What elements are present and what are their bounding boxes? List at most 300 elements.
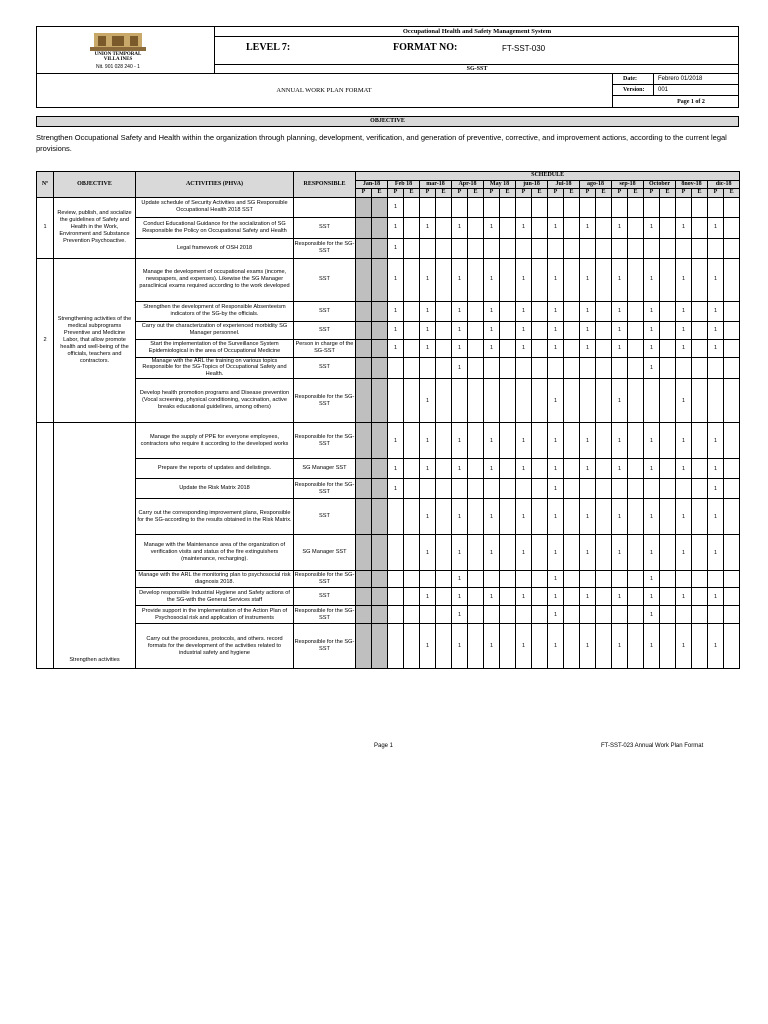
executed-cell [436,238,452,258]
executed-cell [404,321,420,339]
format-code: FT-SST-030 [502,44,546,53]
table-row [37,301,740,321]
executed-cell [724,479,740,499]
planned-cell [612,197,628,217]
executed-cell [692,339,708,357]
executed-cell [692,459,708,479]
executed-cell [564,423,580,459]
planned-header: P [452,189,468,198]
executed-cell [468,379,484,423]
executed-cell [596,606,612,624]
responsible-cell: Responsible for the SG-SST [294,379,356,423]
executed-cell [372,479,388,499]
executed-cell [660,535,676,571]
table-row [37,217,740,238]
planned-cell: 1 [580,258,596,301]
executed-cell [564,217,580,238]
executed-cell [628,535,644,571]
row-number: 2 [37,258,54,423]
responsible-cell: Responsible for the SG-SST [294,606,356,624]
executed-cell [724,301,740,321]
planned-cell: 1 [612,459,628,479]
planned-cell: 1 [452,535,468,571]
planned-cell [548,197,564,217]
month-header: Jul-18 [548,180,580,189]
executed-cell [596,379,612,423]
executed-cell [500,499,516,535]
executed-cell [468,357,484,379]
executed-cell [692,479,708,499]
executed-cell [724,339,740,357]
planned-cell [356,588,372,606]
month-header: Feb 18 [388,180,420,189]
activity-cell: Manage with the ARL the training on various topics Responsible for the SG-Topics of Occupational Safety and Health. [136,357,294,379]
planned-cell: 1 [452,301,468,321]
planned-header: P [644,189,660,198]
executed-cell [564,357,580,379]
executed-cell [404,197,420,217]
planned-cell: 1 [452,588,468,606]
planned-cell: 1 [644,624,660,669]
table-row [37,379,740,423]
executed-cell [436,479,452,499]
objective-cell: Review, publish, and socialize the guidelines of Safety and Health in the Work, Environment and Substance Prevention Psychoactive. [54,197,136,258]
executed-cell [628,321,644,339]
executed-cell [660,238,676,258]
executed-cell [724,624,740,669]
planned-cell: 1 [676,423,692,459]
executed-cell [628,571,644,588]
planned-cell: 1 [548,479,564,499]
table-row [37,423,740,459]
planned-header: P [580,189,596,198]
executed-cell [596,321,612,339]
planned-cell: 1 [388,339,404,357]
planned-cell [388,499,404,535]
objective-text: Strengthen Occupational Safety and Health within the organization through planning, development, verification, and generation of preventive, corrective, and improvement actions, according to the current legal provisions. [36,133,727,153]
planned-cell [548,357,564,379]
executed-cell [372,535,388,571]
responsible-cell: SST [294,357,356,379]
planned-cell [676,197,692,217]
planned-cell [484,379,500,423]
executed-cell [628,624,644,669]
executed-cell [692,258,708,301]
executed-cell [500,571,516,588]
planned-cell [356,339,372,357]
executed-cell [660,571,676,588]
planned-cell: 1 [708,588,724,606]
executed-cell [372,499,388,535]
planned-cell [612,571,628,588]
month-header: Jan-18 [356,180,388,189]
planned-cell [356,238,372,258]
executed-header: E [404,189,420,198]
executed-cell [596,301,612,321]
planned-cell [452,379,468,423]
date-label: Date: [613,74,654,85]
planned-cell [388,357,404,379]
executed-cell [532,499,548,535]
executed-cell [500,258,516,301]
executed-cell [372,238,388,258]
planned-cell [356,321,372,339]
planned-cell [708,357,724,379]
month-header: dic-18 [708,180,740,189]
planned-cell: 1 [388,197,404,217]
activity-cell: Manage with the ARL the monitoring plan to psychosocial risk diagnosis 2018. [136,571,294,588]
executed-cell [468,339,484,357]
executed-cell [596,624,612,669]
planned-cell: 1 [676,588,692,606]
executed-cell [628,606,644,624]
planned-cell [644,379,660,423]
planned-cell: 1 [612,423,628,459]
planned-cell: 1 [644,321,660,339]
executed-cell [468,301,484,321]
executed-cell [372,301,388,321]
planned-cell [388,379,404,423]
planned-cell: 1 [388,238,404,258]
executed-cell [692,588,708,606]
executed-cell [500,459,516,479]
planned-cell [708,197,724,217]
planned-cell: 1 [388,321,404,339]
activity-cell: Provide support in the implementation of the Action Plan of Psychosocial risk and application of instruments [136,606,294,624]
responsible-cell: SST [294,588,356,606]
planned-cell [356,217,372,238]
executed-cell [596,423,612,459]
activity-cell: Manage with the Maintenance area of the organization of verification visits and status of the fire extinguishers (maintenance, recharging). [136,535,294,571]
executed-cell [404,258,420,301]
planned-cell: 1 [452,321,468,339]
executed-cell [564,499,580,535]
planned-cell: 1 [612,339,628,357]
activity-cell: Carry out the procedures, protocols, and others. record formats for the development of the activities related to industrial safety and hygiene [136,624,294,669]
version-label: Version: [613,85,654,96]
executed-cell [436,423,452,459]
planned-header: P [612,189,628,198]
planned-cell [356,479,372,499]
planned-cell: 1 [580,321,596,339]
planned-cell: 1 [516,301,532,321]
planned-cell: 1 [484,588,500,606]
planned-cell: 1 [516,499,532,535]
executed-cell [596,197,612,217]
executed-cell [564,301,580,321]
executed-cell [372,624,388,669]
planned-cell: 1 [548,301,564,321]
executed-cell [500,357,516,379]
planned-cell [356,301,372,321]
planned-cell [484,197,500,217]
executed-cell [500,535,516,571]
executed-cell [564,321,580,339]
planned-cell: 1 [420,379,436,423]
executed-cell [724,459,740,479]
planned-cell: 1 [548,379,564,423]
planned-cell: 1 [452,571,468,588]
planned-cell [420,571,436,588]
executed-cell [468,423,484,459]
planned-cell: 1 [516,321,532,339]
executed-cell [404,238,420,258]
planned-cell: 1 [548,258,564,301]
executed-cell [436,624,452,669]
planned-cell: 1 [580,339,596,357]
planned-cell: 1 [516,459,532,479]
executed-cell [564,258,580,301]
planned-header: P [708,189,724,198]
responsible-cell: SST [294,301,356,321]
planned-cell: 1 [420,339,436,357]
planned-cell: 1 [644,423,660,459]
executed-cell [692,535,708,571]
executed-header: E [564,189,580,198]
executed-cell [532,217,548,238]
planned-cell: 1 [676,301,692,321]
month-header: ago-18 [580,180,612,189]
executed-cell [724,571,740,588]
planned-cell: 1 [388,459,404,479]
executed-cell [372,606,388,624]
planned-cell [356,379,372,423]
planned-cell [388,535,404,571]
planned-cell [388,624,404,669]
activity-cell: Develop health promotion programs and Disease prevention (Vocal screening, physical conditioning, vaccination, active breaks educational guidelines, among others) [136,379,294,423]
planned-cell [516,606,532,624]
planned-cell: 1 [484,535,500,571]
executed-cell [436,197,452,217]
planned-cell: 1 [548,588,564,606]
month-header: 8nov-18 [676,180,708,189]
executed-cell [372,321,388,339]
planned-cell [580,379,596,423]
responsible-cell: SST [294,217,356,238]
executed-cell [564,588,580,606]
row-number: 1 [37,197,54,258]
executed-cell [372,197,388,217]
planned-cell [676,238,692,258]
executed-cell [724,499,740,535]
planned-cell [356,624,372,669]
executed-cell [692,217,708,238]
executed-cell [404,339,420,357]
executed-cell [692,197,708,217]
planned-cell: 1 [420,301,436,321]
planned-cell: 1 [548,535,564,571]
executed-cell [404,379,420,423]
month-header: mar-18 [420,180,452,189]
planned-cell [388,588,404,606]
logo-nit: Nit. 901 028 240 - 1 [96,64,140,70]
planned-header: P [516,189,532,198]
planned-cell: 1 [484,423,500,459]
planned-cell: 1 [612,321,628,339]
planned-cell: 1 [580,217,596,238]
planned-cell: 1 [708,258,724,301]
executed-header: E [436,189,452,198]
planned-cell: 1 [452,357,468,379]
planned-cell [676,357,692,379]
planned-cell: 1 [548,217,564,238]
planned-cell [676,571,692,588]
planned-cell: 1 [644,606,660,624]
executed-cell [500,588,516,606]
planned-cell: 1 [708,479,724,499]
planned-cell: 1 [612,258,628,301]
responsible-cell: Person in charge of the SG-SST [294,339,356,357]
executed-cell [436,379,452,423]
footer-page: Page 1 [374,743,394,749]
planned-header: P [484,189,500,198]
col-responsible: RESPONSIBLE [294,172,356,198]
executed-header: E [596,189,612,198]
planned-cell: 1 [484,459,500,479]
planned-cell: 1 [484,321,500,339]
executed-cell [436,606,452,624]
executed-cell [692,624,708,669]
planned-cell: 1 [516,217,532,238]
executed-cell [468,321,484,339]
executed-cell [660,624,676,669]
executed-cell [468,606,484,624]
executed-cell [436,258,452,301]
executed-cell [628,301,644,321]
planned-cell: 1 [452,606,468,624]
executed-cell [404,499,420,535]
executed-cell [628,197,644,217]
table-row [37,238,740,258]
executed-cell [532,258,548,301]
executed-cell [564,197,580,217]
planned-cell [356,499,372,535]
planned-cell: 1 [420,423,436,459]
planned-cell [484,571,500,588]
version-value: 001 [654,85,739,96]
responsible-cell: SG Manager SST [294,535,356,571]
executed-cell [692,301,708,321]
planned-cell [356,459,372,479]
executed-cell [564,606,580,624]
executed-cell [500,379,516,423]
planned-cell: 1 [612,588,628,606]
planned-cell: 1 [644,535,660,571]
executed-cell [724,357,740,379]
executed-cell [372,357,388,379]
executed-cell [660,258,676,301]
row-number [37,423,54,669]
table-row [37,197,740,217]
activity-cell: Manage the supply of PPE for everyone employees, contractors who require it according to the developed works [136,423,294,459]
executed-cell [692,499,708,535]
executed-cell [660,588,676,606]
executed-cell [436,339,452,357]
format-label: FORMAT NO: [393,42,458,53]
planned-cell [580,197,596,217]
executed-cell [372,571,388,588]
planned-cell: 1 [676,499,692,535]
activity-cell: Prepare the reports of updates and delistings. [136,459,294,479]
executed-cell [532,357,548,379]
executed-cell [596,535,612,571]
planned-cell [708,606,724,624]
schedule-table [36,171,740,669]
executed-cell [372,423,388,459]
planned-cell: 1 [548,571,564,588]
executed-cell [468,571,484,588]
planned-cell: 1 [484,339,500,357]
planned-cell: 1 [452,217,468,238]
planned-cell [516,197,532,217]
planned-cell: 1 [580,624,596,669]
executed-cell [404,571,420,588]
planned-header: P [676,189,692,198]
executed-cell [596,588,612,606]
planned-cell [420,357,436,379]
executed-cell [532,479,548,499]
executed-cell [500,606,516,624]
planned-cell: 1 [676,321,692,339]
planned-cell [548,238,564,258]
table-row [37,357,740,379]
planned-cell [708,571,724,588]
executed-cell [532,379,548,423]
executed-cell [436,301,452,321]
planned-cell: 1 [484,258,500,301]
planned-cell: 1 [484,217,500,238]
executed-cell [404,479,420,499]
executed-header: E [500,189,516,198]
executed-cell [692,571,708,588]
planned-cell [452,238,468,258]
executed-cell [500,301,516,321]
planned-cell [356,258,372,301]
table-row [37,588,740,606]
planned-cell: 1 [644,339,660,357]
executed-cell [628,357,644,379]
planned-cell: 1 [676,535,692,571]
executed-cell [532,423,548,459]
executed-cell [596,238,612,258]
planned-cell: 1 [420,499,436,535]
objective-heading: OBJECTIVE [36,116,739,127]
planned-cell: 1 [452,499,468,535]
table-row [37,571,740,588]
planned-cell: 1 [708,217,724,238]
planned-cell [612,479,628,499]
planned-cell: 1 [644,588,660,606]
executed-cell [436,588,452,606]
planned-cell: 1 [548,321,564,339]
executed-cell [628,217,644,238]
activity-cell: Update schedule of Security Activities and SG Responsible Occupational Health 2018 SST [136,197,294,217]
planned-cell: 1 [644,357,660,379]
planned-cell: 1 [548,624,564,669]
table-row [37,535,740,571]
schedule-heading: SCHEDULE [356,172,740,181]
planned-cell [484,238,500,258]
executed-cell [500,339,516,357]
responsible-cell: Responsible for the SG-SST [294,238,356,258]
executed-cell [436,321,452,339]
planned-cell [356,357,372,379]
executed-cell [660,499,676,535]
planned-cell: 1 [644,258,660,301]
planned-cell: 1 [580,459,596,479]
planned-cell: 1 [484,624,500,669]
executed-cell [404,217,420,238]
